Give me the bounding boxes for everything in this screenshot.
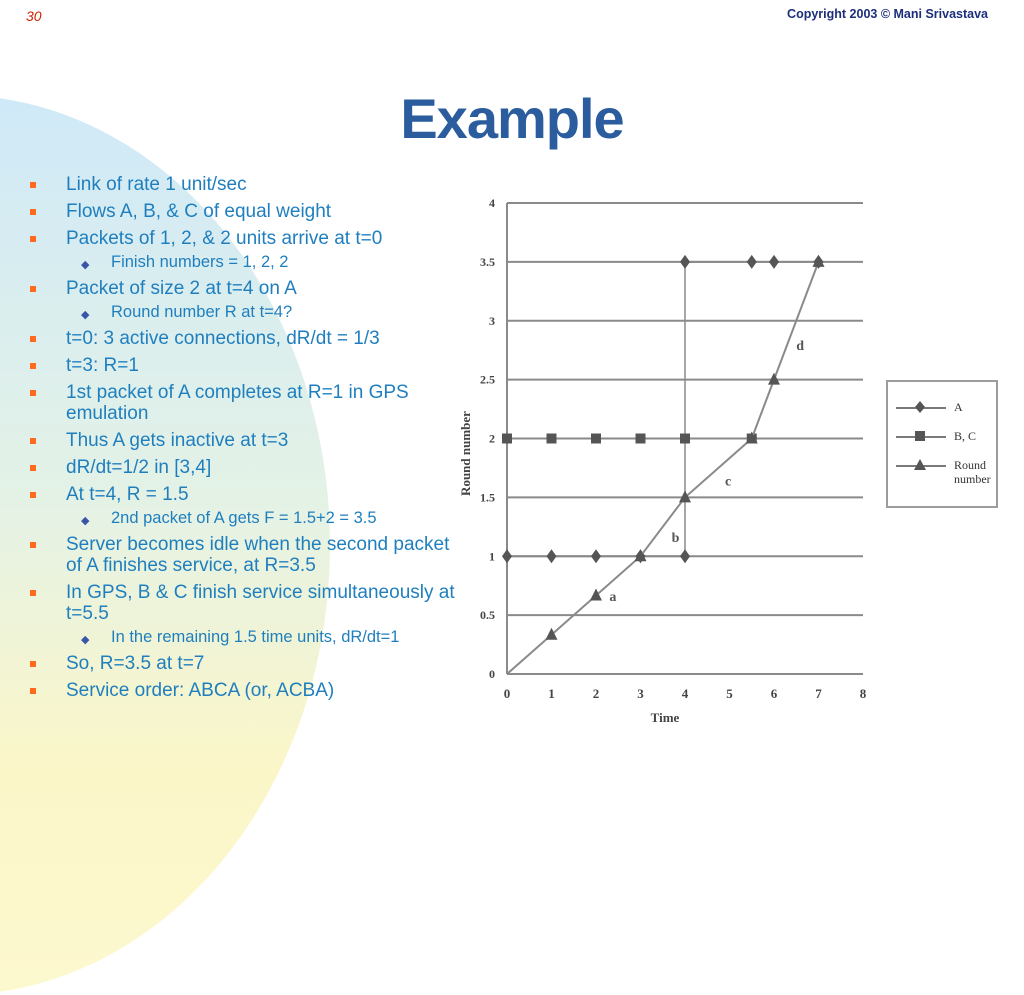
triangle-data-point bbox=[546, 628, 558, 640]
segment-annotation: c bbox=[725, 474, 732, 490]
bullet-text: t=0: 3 active connections, dR/dt = 1/3 bbox=[66, 328, 380, 349]
y-tick-label: 4 bbox=[489, 196, 495, 210]
square-marker-icon bbox=[914, 430, 926, 442]
sub-bullet-item bbox=[28, 303, 468, 322]
y-axis-label: Round number bbox=[458, 411, 473, 496]
bullet-item bbox=[28, 355, 468, 376]
diamond-bullet-icon: ◆ bbox=[81, 309, 90, 321]
bullet-item bbox=[28, 328, 468, 349]
square-data-point bbox=[680, 434, 690, 444]
sub-bullet-item bbox=[28, 628, 468, 647]
diamond-data-point bbox=[747, 255, 757, 269]
round-number-chart bbox=[450, 185, 890, 750]
y-tick-label: 0.5 bbox=[480, 608, 495, 623]
bullet-text: At t=4, R = 1.5 bbox=[66, 484, 189, 505]
legend-label: Round number bbox=[954, 458, 991, 486]
triangle-data-point bbox=[590, 588, 602, 600]
diamond-data-point bbox=[547, 549, 557, 563]
legend-label: B, C bbox=[954, 429, 977, 443]
bullet-text: Round number R at t=4? bbox=[111, 303, 293, 321]
bullet-text: Packet of size 2 at t=4 on A bbox=[66, 278, 297, 299]
x-tick-label: 2 bbox=[592, 686, 600, 701]
slide-number: 30 bbox=[26, 8, 42, 24]
square-bullet-icon bbox=[30, 688, 36, 694]
bullet-item bbox=[28, 201, 468, 222]
bullet-item bbox=[28, 653, 468, 674]
bullet-item bbox=[28, 680, 468, 701]
sub-bullet-item bbox=[28, 509, 468, 528]
bullet-text: In GPS, B & C finish service simultaneously at t=5.5 bbox=[66, 582, 455, 624]
bullet-text: In the remaining 1.5 time units, dR/dt=1 bbox=[111, 628, 400, 646]
segment-annotation: a bbox=[609, 589, 617, 605]
bullet-item bbox=[28, 484, 468, 505]
square-data-point bbox=[636, 434, 646, 444]
x-tick-label: 1 bbox=[548, 686, 555, 701]
square-data-point bbox=[547, 434, 557, 444]
diamond-data-point bbox=[591, 549, 601, 563]
diamond-data-point bbox=[680, 549, 690, 563]
series-line bbox=[507, 262, 819, 674]
bullet-item bbox=[28, 457, 468, 478]
bullet-text: dR/dt=1/2 in [3,4] bbox=[66, 457, 212, 478]
bullet-item bbox=[28, 382, 468, 424]
y-tick-label: 3 bbox=[489, 313, 495, 328]
y-tick-label: 0 bbox=[489, 667, 495, 681]
segment-annotation: d bbox=[796, 339, 805, 355]
legend-label: A bbox=[954, 400, 963, 414]
bullet-text: So, R=3.5 at t=7 bbox=[66, 653, 205, 674]
x-tick-label: 5 bbox=[726, 686, 733, 701]
y-tick-label: 3.5 bbox=[480, 254, 495, 269]
x-tick-label: 6 bbox=[770, 686, 778, 701]
bullet-text: Link of rate 1 unit/sec bbox=[66, 174, 247, 195]
diamond-bullet-icon: ◆ bbox=[81, 259, 90, 271]
x-tick-label: 3 bbox=[637, 686, 644, 701]
x-axis-label: Time bbox=[650, 710, 680, 725]
square-bullet-icon bbox=[30, 492, 36, 498]
bullet-item bbox=[28, 534, 468, 576]
bullet-item bbox=[28, 278, 468, 299]
chart-svg bbox=[450, 185, 890, 745]
diamond-data-point bbox=[769, 255, 779, 269]
chart-legend bbox=[886, 380, 998, 508]
legend-item-round-number bbox=[894, 456, 994, 500]
square-bullet-icon bbox=[30, 390, 36, 396]
square-bullet-icon bbox=[30, 236, 36, 242]
diamond-marker-icon bbox=[914, 401, 926, 413]
bullet-text: 2nd packet of A gets F = 1.5+2 = 3.5 bbox=[111, 509, 377, 527]
square-bullet-icon bbox=[30, 661, 36, 667]
square-bullet-icon bbox=[30, 363, 36, 369]
bullet-text: Packets of 1, 2, & 2 units arrive at t=0 bbox=[66, 228, 383, 249]
triangle-marker-icon bbox=[914, 459, 926, 471]
diamond-data-point bbox=[680, 255, 690, 269]
bullet-item bbox=[28, 174, 468, 195]
y-tick-label: 2 bbox=[489, 431, 495, 446]
legend-item-bc bbox=[894, 427, 994, 453]
square-bullet-icon bbox=[30, 209, 36, 215]
square-bullet-icon bbox=[30, 542, 36, 548]
segment-annotation: b bbox=[671, 531, 680, 547]
bullet-text: Service order: ABCA (or, ACBA) bbox=[66, 680, 335, 701]
square-bullet-icon bbox=[30, 590, 36, 596]
y-tick-label: 2.5 bbox=[480, 372, 495, 387]
sub-bullet-item bbox=[28, 253, 468, 272]
bullet-item bbox=[28, 582, 468, 624]
bullet-text: Finish numbers = 1, 2, 2 bbox=[111, 253, 289, 271]
bullet-text: Server becomes idle when the second packet of A finishes service, at R=3.5 bbox=[66, 534, 450, 576]
bullet-text: t=3: R=1 bbox=[66, 355, 139, 376]
square-bullet-icon bbox=[30, 465, 36, 471]
x-tick-label: 8 bbox=[859, 686, 867, 701]
square-data-point bbox=[591, 434, 601, 444]
bullet-text: Thus A gets inactive at t=3 bbox=[66, 430, 289, 451]
bullet-text: Flows A, B, & C of equal weight bbox=[66, 201, 332, 222]
square-bullet-icon bbox=[30, 182, 36, 188]
square-bullet-icon bbox=[30, 286, 36, 292]
x-tick-label: 0 bbox=[503, 686, 511, 701]
diamond-data-point bbox=[502, 549, 512, 563]
slide-title: Example bbox=[400, 87, 624, 150]
y-tick-label: 1 bbox=[489, 549, 495, 564]
bullet-item bbox=[28, 430, 468, 451]
x-tick-label: 4 bbox=[681, 686, 689, 701]
square-bullet-icon bbox=[30, 438, 36, 444]
square-bullet-icon bbox=[30, 336, 36, 342]
x-tick-label: 7 bbox=[815, 686, 822, 701]
bullet-text: 1st packet of A completes at R=1 in GPS emulation bbox=[66, 382, 409, 424]
bullet-item bbox=[28, 228, 468, 249]
diamond-bullet-icon: ◆ bbox=[81, 634, 90, 646]
copyright-notice: Copyright 2003 © Mani Srivastava bbox=[787, 7, 988, 21]
bullet-list bbox=[28, 174, 468, 707]
square-data-point bbox=[502, 434, 512, 444]
legend-item-a bbox=[894, 398, 994, 424]
y-tick-label: 1.5 bbox=[480, 490, 495, 505]
diamond-bullet-icon: ◆ bbox=[81, 515, 90, 527]
